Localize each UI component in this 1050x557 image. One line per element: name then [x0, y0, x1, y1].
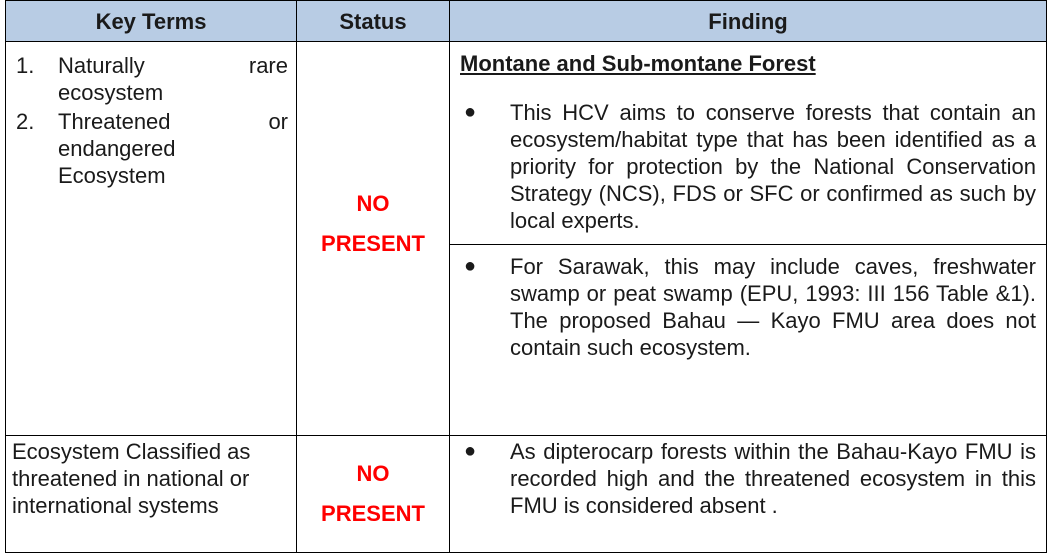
key-terms-cell: [6, 436, 297, 553]
table-row: [6, 42, 1047, 436]
key-term-word: Naturally: [58, 53, 145, 78]
finding-text: This HCV aims to conserve forests that contain an ecosystem/habitat type that has been identified as a priority for protection by the National Conservation Strategy (NCS), FDS or SFC or confirmed as such by local experts.: [510, 100, 1036, 233]
status-text: NO: [356, 191, 390, 216]
key-terms-cell: [6, 42, 297, 436]
hcv-table: [5, 0, 1047, 553]
bullet-icon: ●: [464, 440, 477, 462]
key-term-word: ecosystem: [58, 80, 164, 105]
status-cell: [297, 436, 450, 553]
list-number: 1.: [16, 53, 35, 78]
key-term-word: Threatened: [58, 109, 171, 134]
divider: [450, 244, 1046, 245]
finding-text: As dipterocarp forests within the Bahau-Kayo FMU is recorded high and the threatened ecosystem in this FMU is considered absent .: [510, 439, 1036, 518]
status-text: PRESENT: [321, 501, 425, 526]
finding-title: Montane and Sub-montane Forest: [460, 51, 816, 76]
header-status: Status: [297, 1, 450, 42]
key-terms-list: [6, 42, 296, 189]
status-text: NO: [356, 461, 390, 486]
finding-text: For Sarawak, this may include caves, freshwater swamp or peat swamp (EPU, 1993: III 156 Table &1). The proposed Bahau — Kayo FMU area does not contain such ecosystem.: [510, 254, 1036, 360]
list-item: [16, 52, 288, 106]
key-term-text: Ecosystem Classified as threatened in national or international systems: [12, 439, 251, 518]
key-term-word: endangered: [58, 136, 176, 161]
bullet-icon: ●: [464, 255, 477, 277]
list-number: 2.: [16, 109, 35, 134]
finding-cell: [450, 436, 1047, 553]
status-cell: [297, 42, 450, 436]
header-key-terms: Key Terms: [6, 1, 297, 42]
table-row: [6, 436, 1047, 553]
list-item: [460, 438, 1036, 519]
list-item: [460, 253, 1036, 361]
key-term-word: Ecosystem: [58, 163, 166, 188]
key-term-word: or: [268, 109, 288, 134]
finding-cell: [450, 42, 1047, 436]
bullet-icon: ●: [464, 101, 477, 123]
header-row: [6, 1, 1047, 42]
header-finding: Finding: [450, 1, 1047, 42]
list-item: [16, 108, 288, 189]
key-term-word: rare: [248, 53, 288, 78]
status-text: PRESENT: [321, 231, 425, 256]
list-item: [460, 99, 1036, 234]
